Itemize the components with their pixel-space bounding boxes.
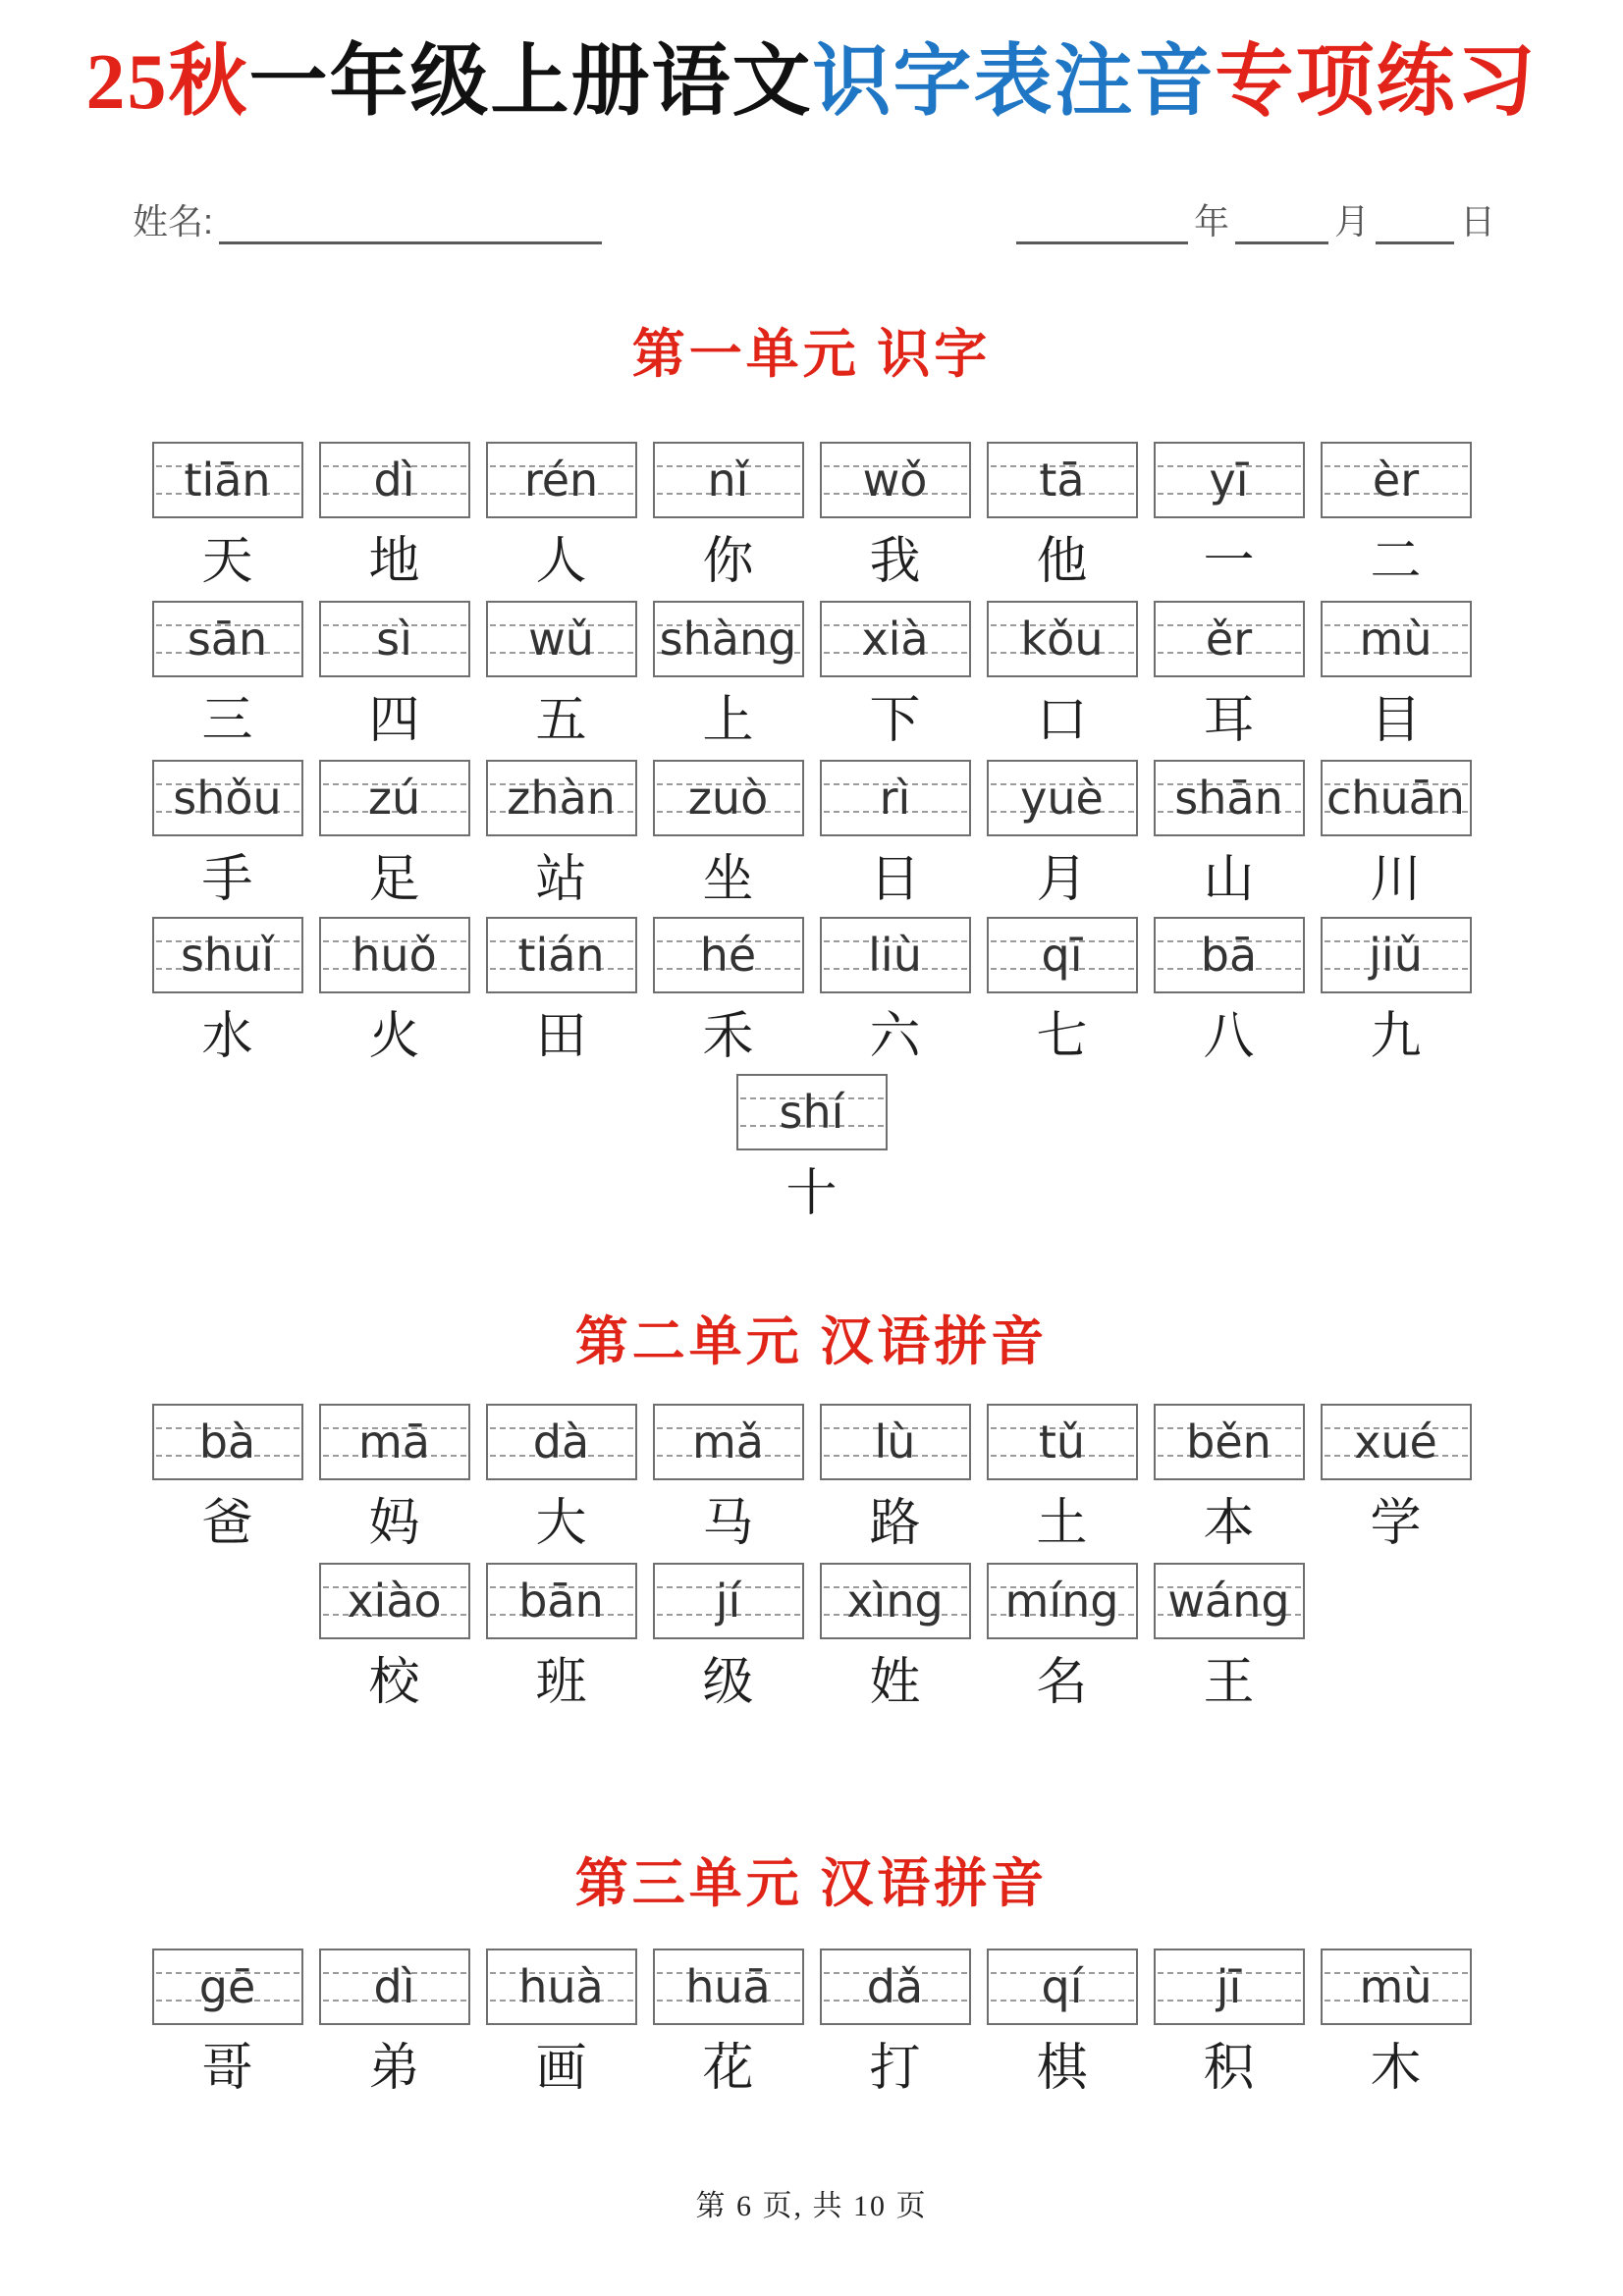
hanzi-char: 四 bbox=[368, 693, 420, 749]
pinyin-writing-box bbox=[319, 917, 470, 993]
pinyin-writing-box bbox=[653, 601, 804, 677]
pinyin-writing-box bbox=[653, 442, 804, 518]
day-label: 日 bbox=[1459, 201, 1495, 241]
pinyin-text: xué bbox=[1354, 1415, 1437, 1468]
pinyin-writing-box bbox=[1321, 1949, 1472, 2025]
section-heading-unit2: 第二单元 汉语拼音 bbox=[574, 1312, 1049, 1371]
pinyin-writing-box bbox=[1154, 760, 1305, 836]
pinyin-writing-box bbox=[653, 760, 804, 836]
pinyin-text: wǔ bbox=[528, 613, 594, 666]
pinyin-text: gē bbox=[198, 1960, 256, 2013]
pinyin-writing-box bbox=[152, 442, 303, 518]
pinyin-writing-box bbox=[152, 917, 303, 993]
pinyin-writing-box bbox=[736, 1074, 888, 1150]
pinyin-box-row bbox=[0, 1404, 1623, 1480]
pinyin-box-row bbox=[0, 1949, 1623, 2025]
pinyin-text: zú bbox=[367, 772, 421, 825]
pinyin-writing-box bbox=[987, 442, 1138, 518]
hanzi-char: 本 bbox=[1203, 1496, 1255, 1552]
hanzi-char: 六 bbox=[869, 1009, 921, 1065]
pinyin-text: hé bbox=[699, 929, 757, 982]
hanzi-char: 禾 bbox=[702, 1009, 754, 1065]
pinyin-text: xiào bbox=[347, 1575, 442, 1628]
title-part-2: 一年级上册语文 bbox=[248, 39, 813, 126]
hanzi-char: 三 bbox=[201, 693, 253, 749]
name-label: 姓名: bbox=[133, 201, 214, 241]
month-blank-line bbox=[1235, 208, 1328, 244]
year-label: 年 bbox=[1193, 201, 1229, 241]
pinyin-writing-box bbox=[987, 1949, 1138, 2025]
pinyin-writing-box bbox=[820, 917, 971, 993]
pinyin-text: dà bbox=[532, 1415, 590, 1468]
hanzi-char: 王 bbox=[1203, 1655, 1255, 1711]
pinyin-writing-box bbox=[987, 1563, 1138, 1639]
pinyin-writing-box bbox=[820, 1949, 971, 2025]
title-part-3: 识字表注音 bbox=[812, 39, 1216, 126]
pinyin-writing-box bbox=[319, 1563, 470, 1639]
hanzi-char: 爸 bbox=[201, 1496, 253, 1552]
pinyin-writing-box bbox=[152, 1949, 303, 2025]
pinyin-writing-box bbox=[653, 1563, 804, 1639]
hanzi-char: 站 bbox=[535, 852, 587, 908]
pinyin-text: mā bbox=[358, 1415, 430, 1468]
pinyin-text: ěr bbox=[1205, 613, 1253, 666]
pinyin-writing-box bbox=[1321, 917, 1472, 993]
pinyin-writing-box bbox=[653, 917, 804, 993]
pinyin-text: qí bbox=[1041, 1960, 1083, 2013]
hanzi-char: 山 bbox=[1203, 852, 1255, 908]
hanzi-char: 坐 bbox=[702, 852, 754, 908]
hanzi-char: 弟 bbox=[368, 2041, 420, 2097]
year-blank-line bbox=[1016, 208, 1188, 244]
hanzi-char: 上 bbox=[702, 693, 754, 749]
pinyin-writing-box bbox=[152, 760, 303, 836]
pinyin-text: běn bbox=[1186, 1415, 1271, 1468]
hanzi-char: 木 bbox=[1370, 2041, 1422, 2097]
hanzi-char: 路 bbox=[869, 1496, 921, 1552]
pinyin-text: tián bbox=[517, 929, 605, 982]
hanzi-char: 耳 bbox=[1203, 693, 1255, 749]
hanzi-char: 土 bbox=[1036, 1496, 1088, 1552]
pinyin-writing-box bbox=[653, 1949, 804, 2025]
hanzi-char: 你 bbox=[702, 534, 754, 590]
title-part-4: 专项练习 bbox=[1215, 39, 1538, 126]
hanzi-char: 足 bbox=[368, 852, 420, 908]
pinyin-text: shí bbox=[779, 1086, 844, 1139]
hanzi-char: 名 bbox=[1036, 1655, 1088, 1711]
pinyin-writing-box bbox=[486, 601, 637, 677]
hanzi-char: 人 bbox=[535, 534, 587, 590]
pinyin-writing-box bbox=[653, 1404, 804, 1480]
hanzi-char: 棋 bbox=[1036, 2041, 1088, 2097]
pinyin-text: tǔ bbox=[1038, 1415, 1086, 1468]
hanzi-row bbox=[0, 1009, 1623, 1065]
pinyin-text: chuān bbox=[1326, 772, 1465, 825]
section-heading-unit1: 第一单元 识字 bbox=[631, 325, 992, 384]
hanzi-char: 田 bbox=[535, 1009, 587, 1065]
hanzi-row bbox=[0, 1496, 1623, 1552]
pinyin-writing-box bbox=[486, 917, 637, 993]
pinyin-writing-box bbox=[820, 601, 971, 677]
pinyin-writing-box bbox=[319, 442, 470, 518]
hanzi-char: 十 bbox=[785, 1166, 838, 1222]
hanzi-char: 日 bbox=[869, 852, 921, 908]
pinyin-text: wǒ bbox=[862, 454, 928, 507]
name-field-group bbox=[133, 194, 602, 244]
pinyin-box-row bbox=[0, 601, 1623, 677]
day-blank-line bbox=[1376, 208, 1454, 244]
pinyin-writing-box bbox=[486, 1949, 637, 2025]
pinyin-writing-box bbox=[319, 760, 470, 836]
hanzi-char: 妈 bbox=[368, 1496, 420, 1552]
pinyin-text: xìng bbox=[846, 1575, 944, 1628]
pinyin-text: huǒ bbox=[352, 929, 437, 982]
pinyin-writing-box bbox=[152, 601, 303, 677]
pinyin-writing-box bbox=[1154, 1404, 1305, 1480]
pinyin-writing-box bbox=[486, 1404, 637, 1480]
pinyin-writing-box bbox=[1321, 442, 1472, 518]
date-field-group bbox=[1016, 194, 1495, 244]
pinyin-text: èr bbox=[1372, 454, 1420, 507]
pinyin-text: bā bbox=[1200, 929, 1258, 982]
hanzi-char: 川 bbox=[1370, 852, 1422, 908]
pinyin-box-row bbox=[0, 442, 1623, 518]
hanzi-char: 姓 bbox=[869, 1655, 921, 1711]
pinyin-writing-box bbox=[987, 917, 1138, 993]
pinyin-text: dì bbox=[373, 454, 415, 507]
hanzi-char: 我 bbox=[869, 534, 921, 590]
pinyin-text: zuò bbox=[687, 772, 769, 825]
hanzi-char: 天 bbox=[201, 534, 253, 590]
hanzi-char: 八 bbox=[1203, 1009, 1255, 1065]
pinyin-text: sān bbox=[187, 613, 268, 666]
pinyin-writing-box bbox=[319, 601, 470, 677]
pinyin-writing-box bbox=[1321, 760, 1472, 836]
hanzi-char: 手 bbox=[201, 852, 253, 908]
pinyin-text: lù bbox=[874, 1415, 916, 1468]
hanzi-row bbox=[0, 534, 1623, 590]
pinyin-text: dì bbox=[373, 1960, 415, 2013]
pinyin-writing-box bbox=[1321, 601, 1472, 677]
pinyin-text: dǎ bbox=[866, 1960, 924, 2013]
pinyin-text: shān bbox=[1174, 772, 1283, 825]
pinyin-box-row bbox=[0, 917, 1623, 993]
hanzi-char: 七 bbox=[1036, 1009, 1088, 1065]
pinyin-text: bà bbox=[198, 1415, 256, 1468]
pinyin-writing-box bbox=[1154, 917, 1305, 993]
pinyin-text: rì bbox=[879, 772, 911, 825]
pinyin-writing-box bbox=[486, 442, 637, 518]
pinyin-text: jī bbox=[1216, 1960, 1242, 2013]
hanzi-char: 校 bbox=[368, 1655, 420, 1711]
pinyin-text: mǎ bbox=[692, 1415, 764, 1468]
hanzi-char: 级 bbox=[702, 1655, 754, 1711]
pinyin-writing-box bbox=[987, 760, 1138, 836]
page-title bbox=[0, 37, 1623, 128]
name-blank-line bbox=[219, 208, 602, 244]
page-number-footer: 第 6 页, 共 10 页 bbox=[695, 2190, 928, 2222]
hanzi-char: 目 bbox=[1370, 693, 1422, 749]
hanzi-char: 大 bbox=[535, 1496, 587, 1552]
pinyin-writing-box bbox=[820, 1563, 971, 1639]
hanzi-char: 花 bbox=[702, 2041, 754, 2097]
pinyin-writing-box bbox=[1154, 1563, 1305, 1639]
pinyin-text: nǐ bbox=[707, 454, 749, 507]
hanzi-char: 下 bbox=[869, 693, 921, 749]
hanzi-char: 五 bbox=[535, 693, 587, 749]
pinyin-text: qī bbox=[1041, 929, 1083, 982]
pinyin-box-row bbox=[0, 760, 1623, 836]
pinyin-writing-box bbox=[987, 1404, 1138, 1480]
hanzi-row bbox=[0, 852, 1623, 908]
pinyin-writing-box bbox=[820, 1404, 971, 1480]
hanzi-row bbox=[0, 1655, 1623, 1711]
pinyin-text: jiǔ bbox=[1369, 929, 1423, 982]
pinyin-writing-box bbox=[1154, 601, 1305, 677]
pinyin-text: huà bbox=[518, 1960, 604, 2013]
hanzi-char: 他 bbox=[1036, 534, 1088, 590]
hanzi-char: 水 bbox=[201, 1009, 253, 1065]
pinyin-text: xià bbox=[861, 613, 929, 666]
hanzi-char: 地 bbox=[368, 534, 420, 590]
pinyin-writing-box bbox=[820, 442, 971, 518]
pinyin-text: mù bbox=[1359, 613, 1433, 666]
hanzi-char: 月 bbox=[1036, 852, 1088, 908]
hanzi-char: 积 bbox=[1203, 2041, 1255, 2097]
hanzi-char: 画 bbox=[535, 2041, 587, 2097]
pinyin-text: jí bbox=[715, 1575, 741, 1628]
hanzi-char: 火 bbox=[368, 1009, 420, 1065]
pinyin-box-row bbox=[0, 1074, 1623, 1150]
pinyin-box-row bbox=[0, 1563, 1623, 1639]
pinyin-writing-box bbox=[319, 1404, 470, 1480]
pinyin-text: yuè bbox=[1020, 772, 1104, 825]
pinyin-text: tā bbox=[1039, 454, 1085, 507]
hanzi-row bbox=[0, 1166, 1623, 1222]
pinyin-text: liù bbox=[868, 929, 922, 982]
hanzi-char: 班 bbox=[535, 1655, 587, 1711]
pinyin-text: shuǐ bbox=[180, 929, 275, 982]
pinyin-writing-box bbox=[1154, 1949, 1305, 2025]
pinyin-text: rén bbox=[523, 454, 599, 507]
pinyin-text: bān bbox=[518, 1575, 604, 1628]
pinyin-writing-box bbox=[1154, 442, 1305, 518]
hanzi-char: 一 bbox=[1203, 534, 1255, 590]
pinyin-writing-box bbox=[820, 760, 971, 836]
pinyin-text: míng bbox=[1004, 1575, 1119, 1628]
pinyin-text: sì bbox=[376, 613, 412, 666]
hanzi-char: 学 bbox=[1370, 1496, 1422, 1552]
hanzi-char: 二 bbox=[1370, 534, 1422, 590]
pinyin-writing-box bbox=[319, 1949, 470, 2025]
pinyin-text: tiān bbox=[184, 454, 271, 507]
hanzi-row bbox=[0, 693, 1623, 749]
pinyin-text: yī bbox=[1209, 454, 1249, 507]
section-heading-unit3: 第三单元 汉语拼音 bbox=[574, 1854, 1049, 1913]
pinyin-text: wáng bbox=[1167, 1575, 1290, 1628]
pinyin-text: kǒu bbox=[1020, 613, 1104, 666]
hanzi-char: 哥 bbox=[201, 2041, 253, 2097]
pinyin-writing-box bbox=[152, 1404, 303, 1480]
hanzi-char: 打 bbox=[869, 2041, 921, 2097]
pinyin-writing-box bbox=[1321, 1404, 1472, 1480]
name-date-row bbox=[133, 194, 1495, 244]
pinyin-writing-box bbox=[486, 760, 637, 836]
hanzi-row bbox=[0, 2041, 1623, 2097]
hanzi-char: 马 bbox=[702, 1496, 754, 1552]
pinyin-text: shǒu bbox=[173, 772, 282, 825]
pinyin-text: mù bbox=[1359, 1960, 1433, 2013]
title-part-1: 25秋 bbox=[85, 39, 249, 126]
pinyin-text: huā bbox=[685, 1960, 771, 2013]
month-label: 月 bbox=[1333, 201, 1370, 241]
hanzi-char: 口 bbox=[1036, 693, 1088, 749]
pinyin-writing-box bbox=[486, 1563, 637, 1639]
pinyin-writing-box bbox=[987, 601, 1138, 677]
pinyin-text: zhàn bbox=[507, 772, 616, 825]
pinyin-text: shàng bbox=[659, 613, 797, 666]
hanzi-char: 九 bbox=[1370, 1009, 1422, 1065]
